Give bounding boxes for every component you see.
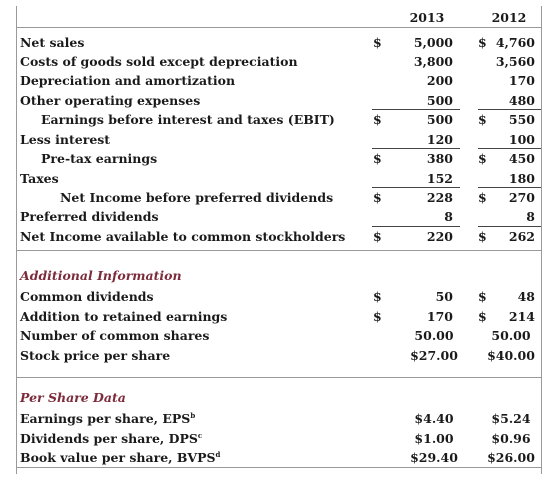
value-2013: 500 — [426, 93, 453, 108]
row-label: Earnings per share, EPS$^b$ — [20, 411, 196, 426]
value-2012: $5.24 — [491, 411, 531, 426]
value-2012: 480 — [508, 93, 535, 108]
currency-2013: $ — [373, 309, 382, 324]
currency-2013: $ — [373, 35, 382, 50]
row-label: Book value per share, BVPS$^d$ — [20, 450, 221, 465]
table-row — [17, 91, 541, 110]
value-2013: 5,000 — [413, 35, 453, 50]
value-2012: 270 — [508, 190, 535, 205]
value-2013: 3,800 — [413, 54, 453, 69]
currency-2012: $ — [478, 309, 487, 324]
row-label: Net sales — [20, 35, 85, 50]
value-2012: 170 — [508, 73, 535, 88]
value-2013: 50.00 — [414, 328, 454, 343]
table-row — [17, 227, 541, 246]
value-2013: $27.00 — [410, 348, 458, 363]
currency-2013: $ — [373, 112, 382, 127]
subtotal-rule-2013 — [372, 109, 460, 110]
subtotal-rule-2013 — [372, 187, 460, 188]
value-2013: 228 — [426, 190, 453, 205]
row-label: Net Income available to common stockholders — [20, 229, 346, 244]
table-row — [17, 307, 541, 326]
table-row — [17, 188, 541, 207]
income-statement-table — [16, 6, 542, 474]
value-2013: $1.00 — [414, 431, 454, 446]
value-2013: 170 — [426, 309, 453, 324]
table-row — [17, 207, 541, 226]
subtotal-rule-2012 — [478, 187, 541, 188]
row-label: Earnings before interest and taxes (EBIT) — [41, 112, 335, 127]
currency-2012: $ — [478, 151, 487, 166]
table-row — [17, 429, 541, 448]
table-row — [17, 71, 541, 90]
table-row — [17, 287, 541, 306]
footnote-marker: b — [190, 411, 196, 420]
table-row — [17, 346, 541, 365]
value-2012: $40.00 — [487, 348, 535, 363]
row-label: Number of common shares — [20, 328, 210, 343]
per-share-title-row — [17, 388, 541, 407]
table-row — [17, 409, 541, 428]
row-label: Taxes — [20, 171, 59, 186]
value-2013: $29.40 — [410, 450, 458, 465]
year-2012-header: 2012 — [491, 10, 527, 25]
row-label: Other operating expenses — [20, 93, 201, 108]
table-row — [17, 149, 541, 168]
value-2013: 8 — [444, 209, 453, 224]
value-2012: $26.00 — [487, 450, 535, 465]
table-row — [17, 110, 541, 129]
row-label: Less interest — [20, 132, 111, 147]
value-2013: 500 — [426, 112, 453, 127]
row-label: Costs of goods sold except depreciation — [20, 54, 298, 69]
currency-2012: $ — [478, 190, 487, 205]
row-label: Addition to retained earnings — [20, 309, 228, 324]
section-title-additional: Additional Information — [20, 268, 182, 283]
value-2012: 48 — [517, 289, 535, 304]
row-label: Stock price per share — [20, 348, 171, 363]
table-row — [17, 326, 541, 345]
value-2012: 550 — [508, 112, 535, 127]
subtotal-rule-2012 — [478, 148, 541, 149]
additional-title-row — [17, 266, 541, 285]
value-2013: 200 — [426, 73, 453, 88]
table-row — [17, 52, 541, 71]
currency-2013: $ — [373, 151, 382, 166]
year-2013-header: 2013 — [409, 10, 445, 25]
value-2012: 262 — [508, 229, 535, 244]
currency-2013: $ — [373, 229, 382, 244]
value-2013: 380 — [426, 151, 453, 166]
section-divider — [17, 377, 541, 378]
value-2012: 8 — [526, 209, 535, 224]
value-2012: 100 — [508, 132, 535, 147]
value-2012: 50.00 — [491, 328, 531, 343]
value-2012: 4,760 — [495, 35, 535, 50]
row-label: Pre-tax earnings — [41, 151, 158, 166]
currency-2012: $ — [478, 289, 487, 304]
value-2013: 152 — [426, 171, 453, 186]
table-row — [17, 130, 541, 149]
value-2013: $4.40 — [414, 411, 454, 426]
currency-2012: $ — [478, 35, 487, 50]
subtotal-rule-2013 — [372, 148, 460, 149]
currency-2012: $ — [478, 229, 487, 244]
section-title-per-share: Per Share Data — [20, 390, 126, 405]
table-row — [17, 33, 541, 52]
row-label: Depreciation and amortization — [20, 73, 236, 88]
table-row — [17, 448, 541, 467]
row-label: Dividends per share, DPS$^c$ — [20, 431, 203, 446]
value-2012: 214 — [508, 309, 535, 324]
value-2012: 450 — [508, 151, 535, 166]
row-label: Preferred dividends — [20, 209, 159, 224]
subtotal-rule-2013 — [372, 226, 460, 227]
table-bottom-border — [17, 467, 541, 468]
value-2013: 120 — [426, 132, 453, 147]
value-2012: 180 — [508, 171, 535, 186]
value-2012: $0.96 — [491, 431, 531, 446]
row-label: Net Income before preferred dividends — [60, 190, 334, 205]
value-2013: 220 — [426, 229, 453, 244]
currency-2013: $ — [373, 289, 382, 304]
currency-2013: $ — [373, 190, 382, 205]
footnote-marker: d — [215, 450, 221, 459]
header-row — [17, 8, 541, 27]
subtotal-rule-2012 — [478, 226, 541, 227]
subtotal-rule-2012 — [478, 109, 541, 110]
currency-2012: $ — [478, 112, 487, 127]
table-row — [17, 169, 541, 188]
value-2013: 50 — [435, 289, 453, 304]
footnote-marker: c — [197, 431, 203, 440]
header-divider — [17, 27, 541, 28]
section-divider — [17, 250, 541, 251]
value-2012: 3,560 — [495, 54, 535, 69]
row-label: Common dividends — [20, 289, 154, 304]
